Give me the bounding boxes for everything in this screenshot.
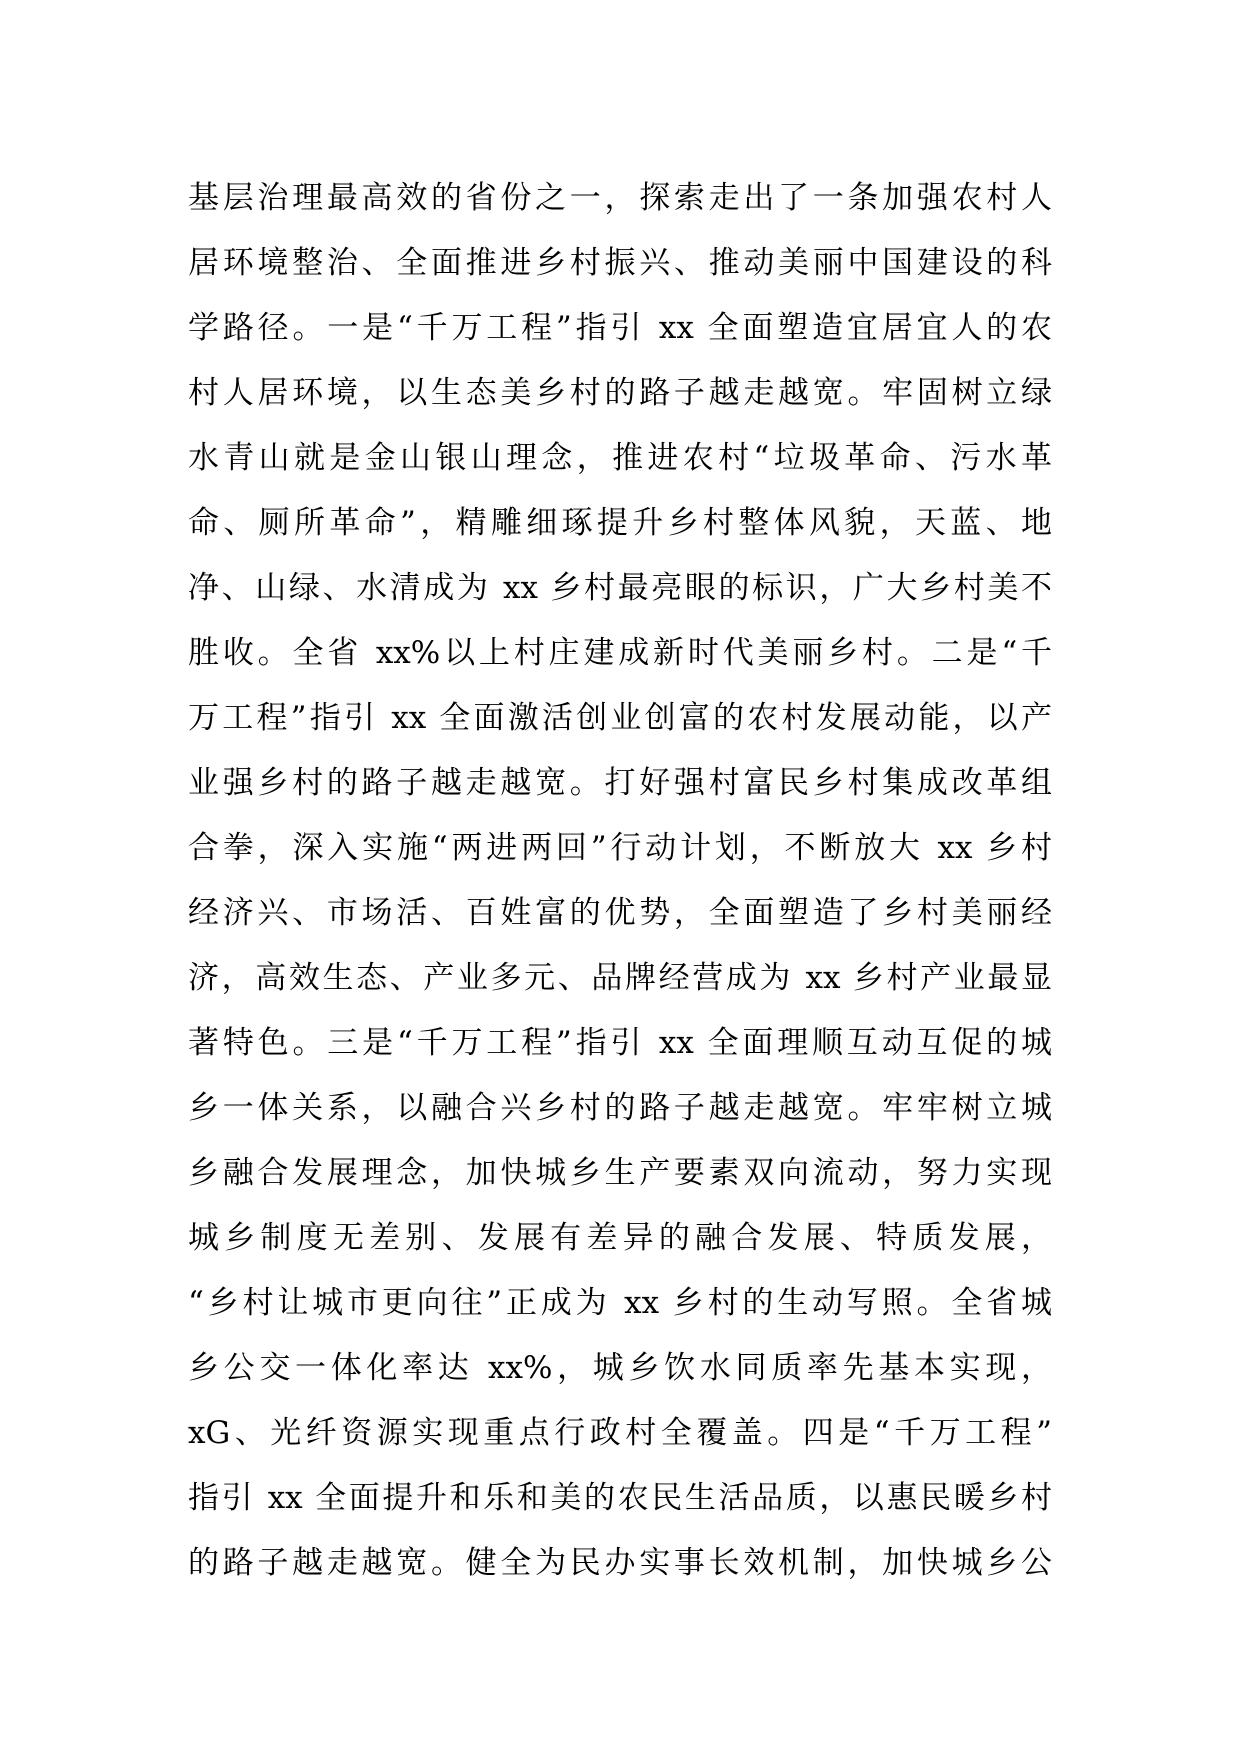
text-line: 万工程”指引 xx 全面激活创业创富的农村发展动能，以产 bbox=[188, 700, 1052, 736]
text-line: 乡一体关系，以融合兴乡村的路子越走越宽。牢牢树立城 bbox=[188, 1090, 1052, 1126]
text-line: 的路子越走越宽。健全为民办实事长效机制，加快城乡公 bbox=[188, 1545, 1052, 1581]
text-line: 乡公交一体化率达 xx%，城乡饮水同质率先基本实现， bbox=[188, 1350, 1052, 1386]
text-line: 城乡制度无差别、发展有差异的融合发展、特质发展， bbox=[188, 1220, 1052, 1256]
text-line: 指引 xx 全面提升和乐和美的农民生活品质，以惠民暖乡村 bbox=[188, 1480, 1052, 1516]
text-line: 著特色。三是“千万工程”指引 xx 全面理顺互动互促的城 bbox=[188, 1025, 1052, 1061]
body-text bbox=[188, 166, 1052, 1596]
text-line: 居环境整治、全面推进乡村振兴、推动美丽中国建设的科 bbox=[188, 245, 1052, 281]
text-line: xG、光纤资源实现重点行政村全覆盖。四是“千万工程” bbox=[188, 1415, 1052, 1451]
text-line: 胜收。全省 xx%以上村庄建成新时代美丽乡村。二是“千 bbox=[188, 635, 1052, 671]
text-line: 村人居环境，以生态美乡村的路子越走越宽。牢固树立绿 bbox=[188, 375, 1052, 411]
text-line: 水青山就是金山银山理念，推进农村“垃圾革命、污水革 bbox=[188, 440, 1052, 476]
text-line: 命、厕所革命”，精雕细琢提升乡村整体风貌，天蓝、地 bbox=[188, 505, 1052, 541]
text-line: 合拳，深入实施“两进两回”行动计划，不断放大 xx 乡村 bbox=[188, 830, 1052, 866]
text-line: 业强乡村的路子越走越宽。打好强村富民乡村集成改革组 bbox=[188, 765, 1052, 801]
text-line: 经济兴、市场活、百姓富的优势，全面塑造了乡村美丽经 bbox=[188, 895, 1052, 931]
text-line: “乡村让城市更向往”正成为 xx 乡村的生动写照。全省城 bbox=[188, 1285, 1052, 1321]
text-line: 学路径。一是“千万工程”指引 xx 全面塑造宜居宜人的农 bbox=[188, 310, 1052, 346]
text-line: 净、山绿、水清成为 xx 乡村最亮眼的标识，广大乡村美不 bbox=[188, 570, 1052, 606]
text-line: 乡融合发展理念，加快城乡生产要素双向流动，努力实现 bbox=[188, 1155, 1052, 1191]
text-line: 基层治理最高效的省份之一，探索走出了一条加强农村人 bbox=[188, 180, 1052, 216]
text-line: 济，高效生态、产业多元、品牌经营成为 xx 乡村产业最显 bbox=[188, 960, 1052, 996]
